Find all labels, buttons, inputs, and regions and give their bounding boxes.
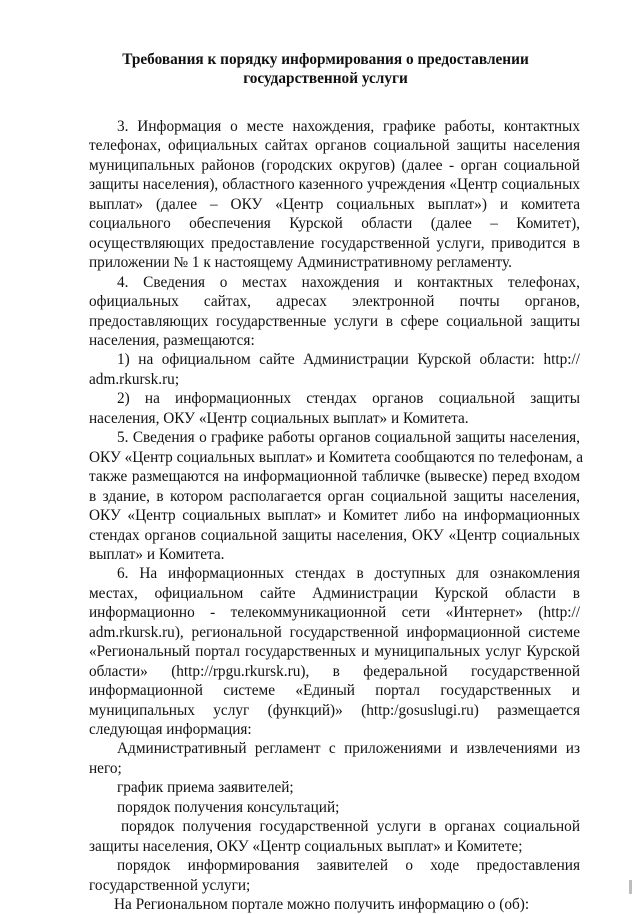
text-line: 3. Информация о месте нахождения, графике работы, контактных — [117, 118, 580, 135]
text-line: порядок информирования заявителей о ходе предоставления — [117, 857, 580, 875]
text-line: приложении № 1 к настоящему Административному регламенту. — [89, 254, 512, 272]
text-line: него; — [89, 759, 122, 777]
text-line: муниципальных районов (городских округов) (далее - орган социальной — [89, 156, 580, 174]
text-line: ОКУ «Центр социальных выплат» и Комитет либо на информационных — [89, 507, 580, 524]
text-line: государственной услуги; — [89, 876, 251, 894]
title-line-1: Требования к порядку информирования о предоставлении — [122, 51, 529, 68]
title-line-2: государственной услуги — [243, 70, 408, 87]
document-title — [80, 50, 570, 88]
text-line: график приема заявителей; — [117, 779, 294, 797]
text-line: ОКУ «Центр социальных выплат» и Комитета сообщаются по телефонам, а — [89, 448, 583, 466]
text-line: населения, размещаются: — [89, 331, 255, 349]
text-line: adm.rkursk.ru; — [89, 370, 180, 388]
text-line: «Региональный портал государственных и муниципальных услуг Курской — [89, 643, 580, 661]
text-line: также размещаются на информационной табличке (вывеске) перед входом — [89, 468, 580, 486]
text-line: порядок получения консультаций; — [117, 798, 340, 816]
scan-edge-mark — [629, 880, 632, 894]
text-line: стендах органов социальной защиты населения, ОКУ «Центр социальных — [89, 526, 580, 544]
text-line: adm.rkursk.ru), региональной государственной информационной системе — [89, 623, 580, 641]
text-line: информационно - телекоммуникационной сети «Интернет» (http:// — [89, 604, 580, 622]
text-line: социального обеспечения Курской области (далее – Комитет), — [89, 215, 580, 233]
text-line: местах, официальном сайте Администрации Курской области в — [89, 584, 580, 602]
text-line: области» (http://rpgu.rkursk.ru), в федеральной государственной — [89, 662, 580, 680]
text-line: 5. Сведения о графике работы органов социальной защиты населения, — [117, 429, 580, 447]
text-line: порядок получения государственной услуги в органах социальной — [121, 818, 580, 836]
text-line: официальных сайтах, адресах электронной почты органов, — [89, 293, 580, 310]
text-line: 6. На информационных стендах в доступных для ознакомления — [117, 565, 580, 583]
text-line: следующая информация: — [89, 720, 252, 738]
text-line: 1) на официальном сайте Администрации Курской области: http:// — [117, 351, 580, 369]
text-line: защиты населения, ОКУ «Центр социальных выплат» и Комитете; — [89, 837, 523, 855]
text-line: На Региональном портале можно получить информацию о (об): — [114, 896, 530, 913]
text-line: Административный регламент с приложениями и извлечениями из — [117, 740, 580, 758]
text-line: информационной системе «Единый портал государственных и — [89, 682, 580, 699]
text-line: защиты населения), областного казенного учреждения «Центр социальных — [89, 176, 580, 194]
text-line: населения, ОКУ «Центр социальных выплат» и Комитета. — [89, 409, 469, 427]
text-line: 2) на информационных стендах органов социальной защиты — [117, 390, 580, 408]
text-line: муниципальных услуг (функций)» (http:/gosuslugi.ru) размещается — [89, 701, 580, 719]
text-line: выплат» и Комитета. — [89, 545, 225, 563]
text-line: выплат» (далее – ОКУ «Центр социальных выплат») и комитета — [89, 195, 580, 213]
text-line: предоставляющих государственные услуги в сфере социальной защиты — [89, 312, 580, 330]
text-line: телефонах, официальных сайтах органов социальной защиты населения — [89, 137, 580, 155]
text-line: 4. Сведения о местах нахождения и контактных телефонах, — [117, 273, 580, 291]
text-line: в здание, в котором располагается орган социальной защиты населения, — [89, 487, 580, 505]
text-line: осуществляющих предоставление государственной услуги, приводится в — [89, 234, 580, 252]
